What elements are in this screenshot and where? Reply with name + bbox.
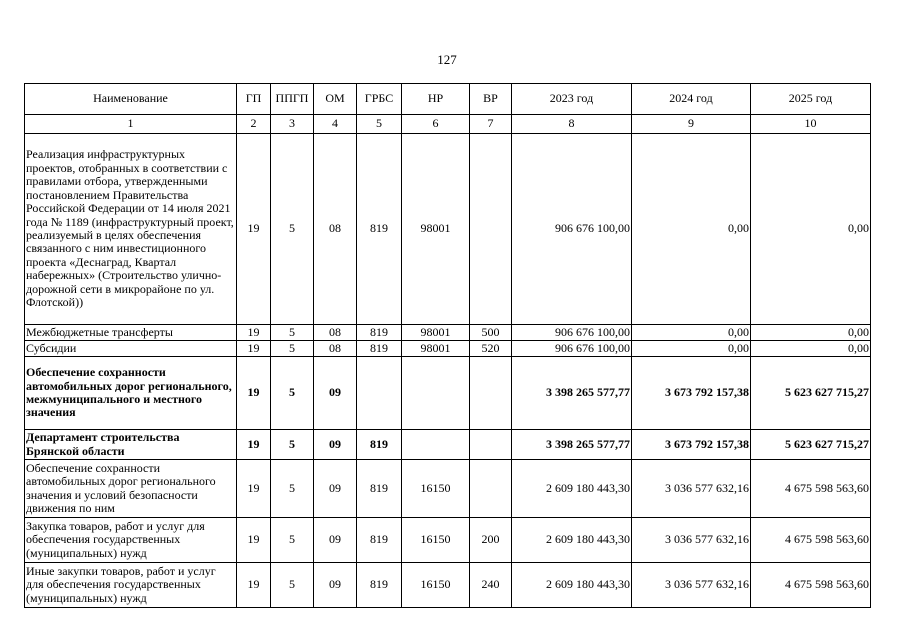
cell-ppgp: 5 — [271, 134, 314, 325]
budget-table — [24, 83, 871, 608]
cell-nr: 16150 — [402, 518, 470, 563]
cell-2024: 3 673 792 157,38 — [632, 357, 751, 430]
cell-grbs: 819 — [357, 518, 402, 563]
cell-2023: 906 676 100,00 — [512, 134, 632, 325]
cell-om: 08 — [314, 134, 357, 325]
cell-nr: 16150 — [402, 563, 470, 608]
table-row — [25, 563, 871, 608]
cell-nr: 98001 — [402, 325, 470, 341]
cell-gp: 19 — [237, 563, 271, 608]
cell-om: 08 — [314, 341, 357, 357]
header-2025: 2025 год — [751, 84, 871, 115]
cell-2024: 0,00 — [632, 134, 751, 325]
cell-ppgp: 5 — [271, 357, 314, 430]
cell-gp: 19 — [237, 134, 271, 325]
cell-2024: 3 036 577 632,16 — [632, 460, 751, 518]
table-row — [25, 430, 871, 460]
cell-2023: 906 676 100,00 — [512, 341, 632, 357]
cell-vr: 240 — [470, 563, 512, 608]
cell-ppgp: 5 — [271, 460, 314, 518]
cell-nr: 16150 — [402, 460, 470, 518]
column-number: 1 — [25, 115, 237, 134]
cell-om: 08 — [314, 325, 357, 341]
cell-om: 09 — [314, 563, 357, 608]
table-row — [25, 460, 871, 518]
column-number-row — [25, 115, 871, 134]
cell-grbs — [357, 357, 402, 430]
cell-2025: 4 675 598 563,60 — [751, 460, 871, 518]
header-om: ОМ — [314, 84, 357, 115]
cell-grbs: 819 — [357, 325, 402, 341]
cell-nr — [402, 430, 470, 460]
cell-2025: 5 623 627 715,27 — [751, 357, 871, 430]
cell-2025: 0,00 — [751, 341, 871, 357]
table-row — [25, 325, 871, 341]
column-number: 9 — [632, 115, 751, 134]
cell-gp: 19 — [237, 430, 271, 460]
header-ppgp: ППГП — [271, 84, 314, 115]
cell-gp: 19 — [237, 518, 271, 563]
row-name: Обеспечение сохранности автомобильных дорог регионального значения и условий безопасности движения по ним — [25, 460, 237, 518]
cell-ppgp: 5 — [271, 325, 314, 341]
cell-2023: 2 609 180 443,30 — [512, 518, 632, 563]
row-name: Реализация инфраструктурных проектов, отобранных в соответствии с правилами отбора, утвержденными постановлением Правительства Российской Федерации от 14 июля 2021 года № 1189 (инфраструктурный проект, реализуемый в целях обеспечения связанного с ним инвестиционного проекта «Деснаград, Квартал набережных» (Строительство улично-дорожной сети в микрорайоне по ул. Флотской)) — [25, 134, 237, 325]
cell-gp: 19 — [237, 341, 271, 357]
cell-vr — [470, 430, 512, 460]
cell-gp: 19 — [237, 460, 271, 518]
cell-grbs: 819 — [357, 430, 402, 460]
cell-vr: 520 — [470, 341, 512, 357]
cell-nr — [402, 357, 470, 430]
header-nr: НР — [402, 84, 470, 115]
row-name: Субсидии — [25, 341, 237, 357]
page-number: 127 — [437, 52, 457, 67]
row-name: Иные закупки товаров, работ и услуг для обеспечения государственных (муниципальных) нужд — [25, 563, 237, 608]
cell-2024: 0,00 — [632, 341, 751, 357]
column-number: 7 — [470, 115, 512, 134]
cell-ppgp: 5 — [271, 341, 314, 357]
header-2024: 2024 год — [632, 84, 751, 115]
column-number: 10 — [751, 115, 871, 134]
header-vr: ВР — [470, 84, 512, 115]
cell-om: 09 — [314, 460, 357, 518]
column-number: 6 — [402, 115, 470, 134]
cell-grbs: 819 — [357, 460, 402, 518]
column-number: 3 — [271, 115, 314, 134]
column-number: 4 — [314, 115, 357, 134]
cell-2025: 0,00 — [751, 325, 871, 341]
cell-2025: 5 623 627 715,27 — [751, 430, 871, 460]
row-name: Обеспечение сохранности автомобильных дорог регионального, межмуниципального и местного значения — [25, 357, 237, 430]
cell-2025: 4 675 598 563,60 — [751, 518, 871, 563]
cell-2023: 3 398 265 577,77 — [512, 430, 632, 460]
column-number: 5 — [357, 115, 402, 134]
cell-om: 09 — [314, 518, 357, 563]
cell-vr: 200 — [470, 518, 512, 563]
cell-2023: 3 398 265 577,77 — [512, 357, 632, 430]
table-row — [25, 357, 871, 430]
row-name: Департамент строительства Брянской области — [25, 430, 237, 460]
table-row — [25, 341, 871, 357]
cell-vr — [470, 460, 512, 518]
cell-grbs: 819 — [357, 134, 402, 325]
cell-2025: 0,00 — [751, 134, 871, 325]
cell-2023: 2 609 180 443,30 — [512, 563, 632, 608]
column-number: 2 — [237, 115, 271, 134]
cell-2024: 3 036 577 632,16 — [632, 518, 751, 563]
cell-nr: 98001 — [402, 134, 470, 325]
cell-vr: 500 — [470, 325, 512, 341]
cell-ppgp: 5 — [271, 430, 314, 460]
cell-gp: 19 — [237, 325, 271, 341]
cell-vr — [470, 134, 512, 325]
cell-vr — [470, 357, 512, 430]
cell-gp: 19 — [237, 357, 271, 430]
cell-grbs: 819 — [357, 563, 402, 608]
cell-2024: 3 036 577 632,16 — [632, 563, 751, 608]
column-number: 8 — [512, 115, 632, 134]
cell-nr: 98001 — [402, 341, 470, 357]
cell-grbs: 819 — [357, 341, 402, 357]
header-grbs: ГРБС — [357, 84, 402, 115]
cell-om: 09 — [314, 357, 357, 430]
header-row — [25, 84, 871, 115]
header-gp: ГП — [237, 84, 271, 115]
cell-ppgp: 5 — [271, 518, 314, 563]
table-row — [25, 134, 871, 325]
row-name: Закупка товаров, работ и услуг для обеспечения государственных (муниципальных) нужд — [25, 518, 237, 563]
cell-2023: 906 676 100,00 — [512, 325, 632, 341]
cell-2024: 3 673 792 157,38 — [632, 430, 751, 460]
header-name: Наименование — [25, 84, 237, 115]
cell-om: 09 — [314, 430, 357, 460]
table-row — [25, 518, 871, 563]
cell-2024: 0,00 — [632, 325, 751, 341]
cell-ppgp: 5 — [271, 563, 314, 608]
cell-2023: 2 609 180 443,30 — [512, 460, 632, 518]
cell-2025: 4 675 598 563,60 — [751, 563, 871, 608]
row-name: Межбюджетные трансферты — [25, 325, 237, 341]
header-2023: 2023 год — [512, 84, 632, 115]
